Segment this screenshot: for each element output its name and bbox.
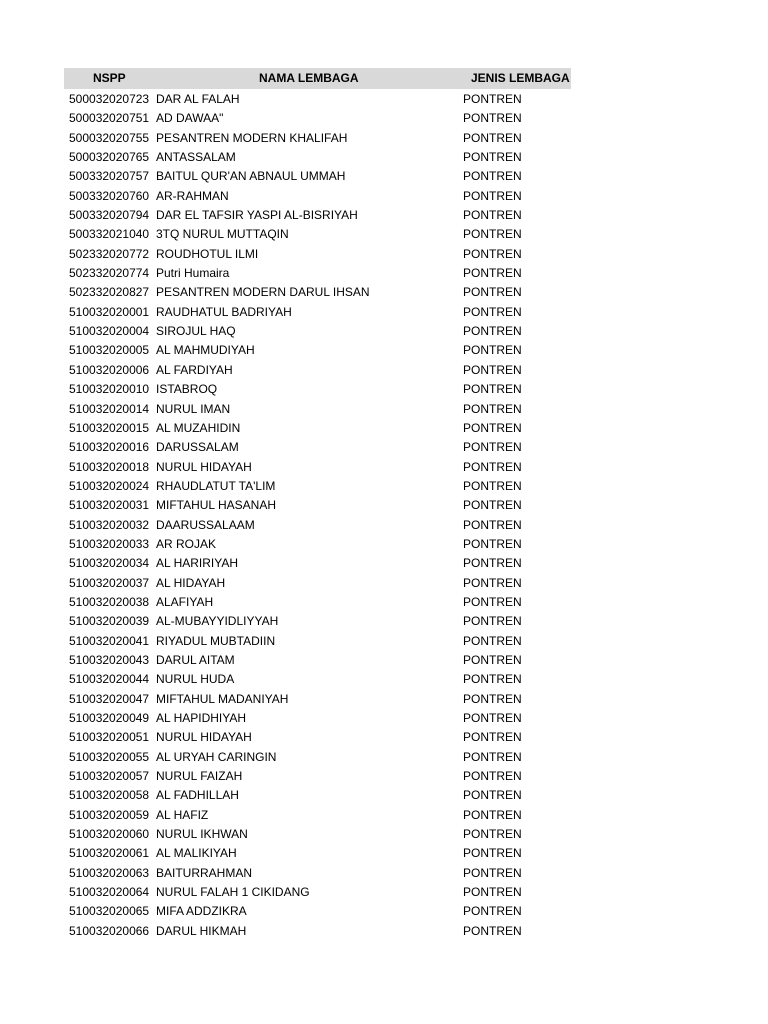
table-row: [64, 418, 571, 437]
cell-jenis-lembaga: PONTREN: [463, 246, 522, 261]
cell-nama-lembaga: AL HIDAYAH: [156, 575, 226, 590]
cell-nama-lembaga: AL HARIRIYAH: [156, 556, 239, 571]
table-body: [64, 89, 571, 940]
cell-nama-lembaga: ALAFIYAH: [156, 594, 214, 609]
cell-nspp: 510032020051: [69, 730, 150, 745]
cell-jenis-lembaga: PONTREN: [463, 691, 522, 706]
table-row: [64, 747, 571, 766]
cell-jenis-lembaga: PONTREN: [463, 730, 522, 745]
table-row: [64, 457, 571, 476]
cell-nspp: 510032020005: [69, 343, 150, 358]
cell-nspp: 500332020794: [69, 208, 150, 223]
cell-jenis-lembaga: PONTREN: [463, 672, 522, 687]
cell-nama-lembaga: AL HAFIZ: [156, 807, 209, 822]
cell-jenis-lembaga: PONTREN: [463, 575, 522, 590]
cell-nspp: 510032020016: [69, 440, 150, 455]
table-row: [64, 108, 571, 127]
table-row: [64, 843, 571, 862]
cell-nama-lembaga: AL MAHMUDIYAH: [156, 343, 255, 358]
cell-jenis-lembaga: PONTREN: [463, 536, 522, 551]
cell-jenis-lembaga: PONTREN: [463, 343, 522, 358]
cell-jenis-lembaga: PONTREN: [463, 652, 522, 667]
table-row: [64, 611, 571, 630]
cell-nama-lembaga: DAR AL FALAH: [156, 92, 240, 106]
lembaga-table: [64, 68, 571, 940]
cell-nama-lembaga: NURUL HUDA: [156, 672, 235, 687]
cell-nspp: 500332020757: [69, 169, 150, 184]
cell-jenis-lembaga: PONTREN: [463, 130, 522, 145]
cell-nspp: 510032020043: [69, 652, 150, 667]
table-row: [64, 631, 571, 650]
cell-nspp: 510032020024: [69, 478, 150, 493]
table-row: [64, 166, 571, 185]
cell-nspp: 510032020059: [69, 807, 150, 822]
cell-jenis-lembaga: PONTREN: [463, 498, 522, 513]
cell-jenis-lembaga: PONTREN: [463, 324, 522, 339]
cell-jenis-lembaga: PONTREN: [463, 885, 522, 900]
table-row: [64, 669, 571, 688]
table-row: [64, 573, 571, 592]
cell-jenis-lembaga: PONTREN: [463, 169, 522, 184]
table-row: [64, 476, 571, 495]
cell-nama-lembaga: AR-RAHMAN: [156, 188, 229, 203]
table-row: [64, 727, 571, 746]
cell-nama-lembaga: RHAUDLATUT TA'LIM: [156, 478, 276, 493]
cell-nspp: 502332020827: [69, 285, 150, 300]
cell-nspp: 500032020723: [69, 92, 150, 106]
cell-nspp: 502332020774: [69, 266, 150, 281]
table-row: [64, 863, 571, 882]
cell-nspp: 510032020033: [69, 536, 150, 551]
table-row: [64, 650, 571, 669]
cell-jenis-lembaga: PONTREN: [463, 111, 522, 126]
cell-nama-lembaga: ROUDHOTUL ILMI: [156, 246, 259, 261]
cell-nama-lembaga: AL URYAH CARINGIN: [156, 749, 277, 764]
cell-nama-lembaga: AL FARDIYAH: [156, 362, 233, 377]
table-row: [64, 224, 571, 243]
cell-nspp: 500332021040: [69, 227, 150, 242]
table-row: [64, 282, 571, 301]
cell-jenis-lembaga: PONTREN: [463, 788, 522, 803]
cell-nama-lembaga: NURUL IKHWAN: [156, 827, 248, 842]
cell-nspp: 510032020039: [69, 614, 150, 629]
header-nspp: NSPP: [93, 71, 126, 85]
cell-nspp: 510032020055: [69, 749, 150, 764]
cell-nama-lembaga: AL HAPIDHIYAH: [156, 711, 247, 725]
table-row: [64, 128, 571, 147]
cell-nspp: 510032020065: [69, 904, 150, 919]
cell-jenis-lembaga: PONTREN: [463, 401, 522, 416]
header-jenis-lembaga: JENIS LEMBAGA: [471, 71, 570, 85]
cell-nama-lembaga: AL-MUBAYYIDLIYYAH: [156, 614, 279, 629]
table-row: [64, 921, 571, 940]
cell-nspp: 510032020038: [69, 594, 150, 609]
cell-nspp: 510032020047: [69, 691, 150, 706]
cell-jenis-lembaga: PONTREN: [463, 92, 522, 106]
table-row: [64, 824, 571, 843]
table-row: [64, 495, 571, 514]
cell-nspp: 510032020044: [69, 672, 150, 687]
cell-nspp: 500032020755: [69, 130, 150, 145]
cell-jenis-lembaga: PONTREN: [463, 807, 522, 822]
cell-nama-lembaga: MIFTAHUL MADANIYAH: [156, 691, 289, 706]
cell-jenis-lembaga: PONTREN: [463, 285, 522, 300]
table-row: [64, 785, 571, 804]
cell-nspp: 510032020041: [69, 633, 150, 648]
cell-jenis-lembaga: PONTREN: [463, 614, 522, 629]
cell-jenis-lembaga: PONTREN: [463, 711, 522, 725]
table-row: [64, 515, 571, 534]
cell-nama-lembaga: MIFTAHUL HASANAH: [156, 498, 277, 513]
cell-nspp: 510032020001: [69, 304, 150, 319]
cell-nama-lembaga: DARUSSALAM: [156, 440, 239, 455]
cell-jenis-lembaga: PONTREN: [463, 904, 522, 919]
cell-jenis-lembaga: PONTREN: [463, 266, 522, 281]
cell-nama-lembaga: NURUL IMAN: [156, 401, 231, 416]
cell-nama-lembaga: DARUL HIKMAH: [156, 923, 247, 938]
table-row: [64, 437, 571, 456]
cell-nspp: 510032020014: [69, 401, 150, 416]
cell-nama-lembaga: AL FADHILLAH: [156, 788, 239, 803]
cell-nama-lembaga: AR ROJAK: [156, 536, 217, 551]
table-row: [64, 321, 571, 340]
cell-jenis-lembaga: PONTREN: [463, 382, 522, 397]
cell-nama-lembaga: PESANTREN MODERN DARUL IHSAN: [156, 285, 370, 300]
cell-nama-lembaga: NURUL FAIZAH: [156, 769, 243, 784]
table-row: [64, 592, 571, 611]
cell-nama-lembaga: 3TQ NURUL MUTTAQIN: [156, 227, 289, 242]
cell-nspp: 510032020060: [69, 827, 150, 842]
cell-jenis-lembaga: PONTREN: [463, 188, 522, 203]
table-row: [64, 766, 571, 785]
header-nama-lembaga: NAMA LEMBAGA: [259, 71, 359, 85]
cell-nspp: 510032020032: [69, 517, 150, 532]
cell-nspp: 510032020057: [69, 769, 150, 784]
table-row: [64, 205, 571, 224]
table-row: [64, 302, 571, 321]
table-row: [64, 244, 571, 263]
cell-nspp: 510032020031: [69, 498, 150, 513]
cell-nspp: 510032020064: [69, 885, 150, 900]
cell-nama-lembaga: AL MALIKIYAH: [156, 846, 237, 861]
cell-jenis-lembaga: PONTREN: [463, 517, 522, 532]
cell-jenis-lembaga: PONTREN: [463, 923, 522, 938]
cell-nspp: 510032020037: [69, 575, 150, 590]
cell-nama-lembaga: PESANTREN MODERN KHALIFAH: [156, 130, 348, 145]
cell-jenis-lembaga: PONTREN: [463, 478, 522, 493]
cell-nspp: 500332020760: [69, 188, 150, 203]
cell-jenis-lembaga: PONTREN: [463, 208, 522, 223]
cell-nspp: 510032020010: [69, 382, 150, 397]
table-row: [64, 553, 571, 572]
cell-nspp: 510032020018: [69, 459, 150, 474]
cell-jenis-lembaga: PONTREN: [463, 769, 522, 784]
table-row: [64, 379, 571, 398]
cell-nspp: 510032020006: [69, 362, 150, 377]
cell-nama-lembaga: RAUDHATUL BADRIYAH: [156, 304, 292, 319]
table-header: [64, 68, 571, 89]
cell-nama-lembaga: RIYADUL MUBTADIIN: [156, 633, 276, 648]
cell-jenis-lembaga: PONTREN: [463, 304, 522, 319]
cell-nspp: 510032020034: [69, 556, 150, 571]
cell-jenis-lembaga: PONTREN: [463, 227, 522, 242]
cell-nspp: 510032020049: [69, 711, 150, 725]
table-row: [64, 89, 571, 108]
cell-nama-lembaga: MIFA ADDZIKRA: [156, 904, 247, 919]
table-row: [64, 805, 571, 824]
cell-nama-lembaga: ANTASSALAM: [156, 150, 236, 165]
table-row: [64, 882, 571, 901]
cell-nama-lembaga: AL MUZAHIDIN: [156, 420, 241, 435]
cell-jenis-lembaga: PONTREN: [463, 633, 522, 648]
cell-jenis-lembaga: PONTREN: [463, 420, 522, 435]
cell-nspp: 510032020004: [69, 324, 150, 339]
cell-jenis-lembaga: PONTREN: [463, 594, 522, 609]
cell-nama-lembaga: NURUL FALAH 1 CIKIDANG: [156, 885, 310, 900]
cell-nspp: 510032020066: [69, 923, 150, 938]
cell-nama-lembaga: DAARUSSALAAM: [156, 517, 255, 532]
cell-jenis-lembaga: PONTREN: [463, 362, 522, 377]
cell-nspp: 510032020063: [69, 865, 150, 880]
cell-nspp: 510032020015: [69, 420, 150, 435]
cell-nama-lembaga: DAR EL TAFSIR YASPI AL-BISRIYAH: [156, 208, 358, 223]
cell-nama-lembaga: ISTABROQ: [156, 382, 218, 397]
table-row: [64, 147, 571, 166]
cell-nama-lembaga: BAITUL QUR'AN ABNAUL UMMAH: [156, 169, 346, 184]
cell-jenis-lembaga: PONTREN: [463, 556, 522, 571]
cell-jenis-lembaga: PONTREN: [463, 459, 522, 474]
cell-nspp: 502332020772: [69, 246, 150, 261]
cell-jenis-lembaga: PONTREN: [463, 827, 522, 842]
cell-jenis-lembaga: PONTREN: [463, 440, 522, 455]
cell-nspp: 510032020061: [69, 846, 150, 861]
cell-nama-lembaga: NURUL HIDAYAH: [156, 459, 252, 474]
cell-nama-lembaga: BAITURRAHMAN: [156, 865, 253, 880]
cell-nama-lembaga: AD DAWAA": [156, 111, 224, 126]
cell-jenis-lembaga: PONTREN: [463, 846, 522, 861]
table-row: [64, 340, 571, 359]
cell-jenis-lembaga: PONTREN: [463, 865, 522, 880]
cell-nama-lembaga: Putri Humaira: [156, 266, 230, 281]
table-row: [64, 263, 571, 282]
cell-nspp: 510032020058: [69, 788, 150, 803]
table-row: [64, 689, 571, 708]
cell-nspp: 500032020751: [69, 111, 150, 126]
table-row: [64, 901, 571, 920]
cell-jenis-lembaga: PONTREN: [463, 749, 522, 764]
table-row: [64, 186, 571, 205]
cell-jenis-lembaga: PONTREN: [463, 150, 522, 165]
cell-nama-lembaga: NURUL HIDAYAH: [156, 730, 252, 745]
table-row: [64, 534, 571, 553]
table-row: [64, 360, 571, 379]
cell-nama-lembaga: DARUL AITAM: [156, 652, 235, 667]
table-row: [64, 399, 571, 418]
table-row: [64, 708, 571, 727]
cell-nspp: 500032020765: [69, 150, 150, 165]
cell-nama-lembaga: SIROJUL HAQ: [156, 324, 236, 339]
